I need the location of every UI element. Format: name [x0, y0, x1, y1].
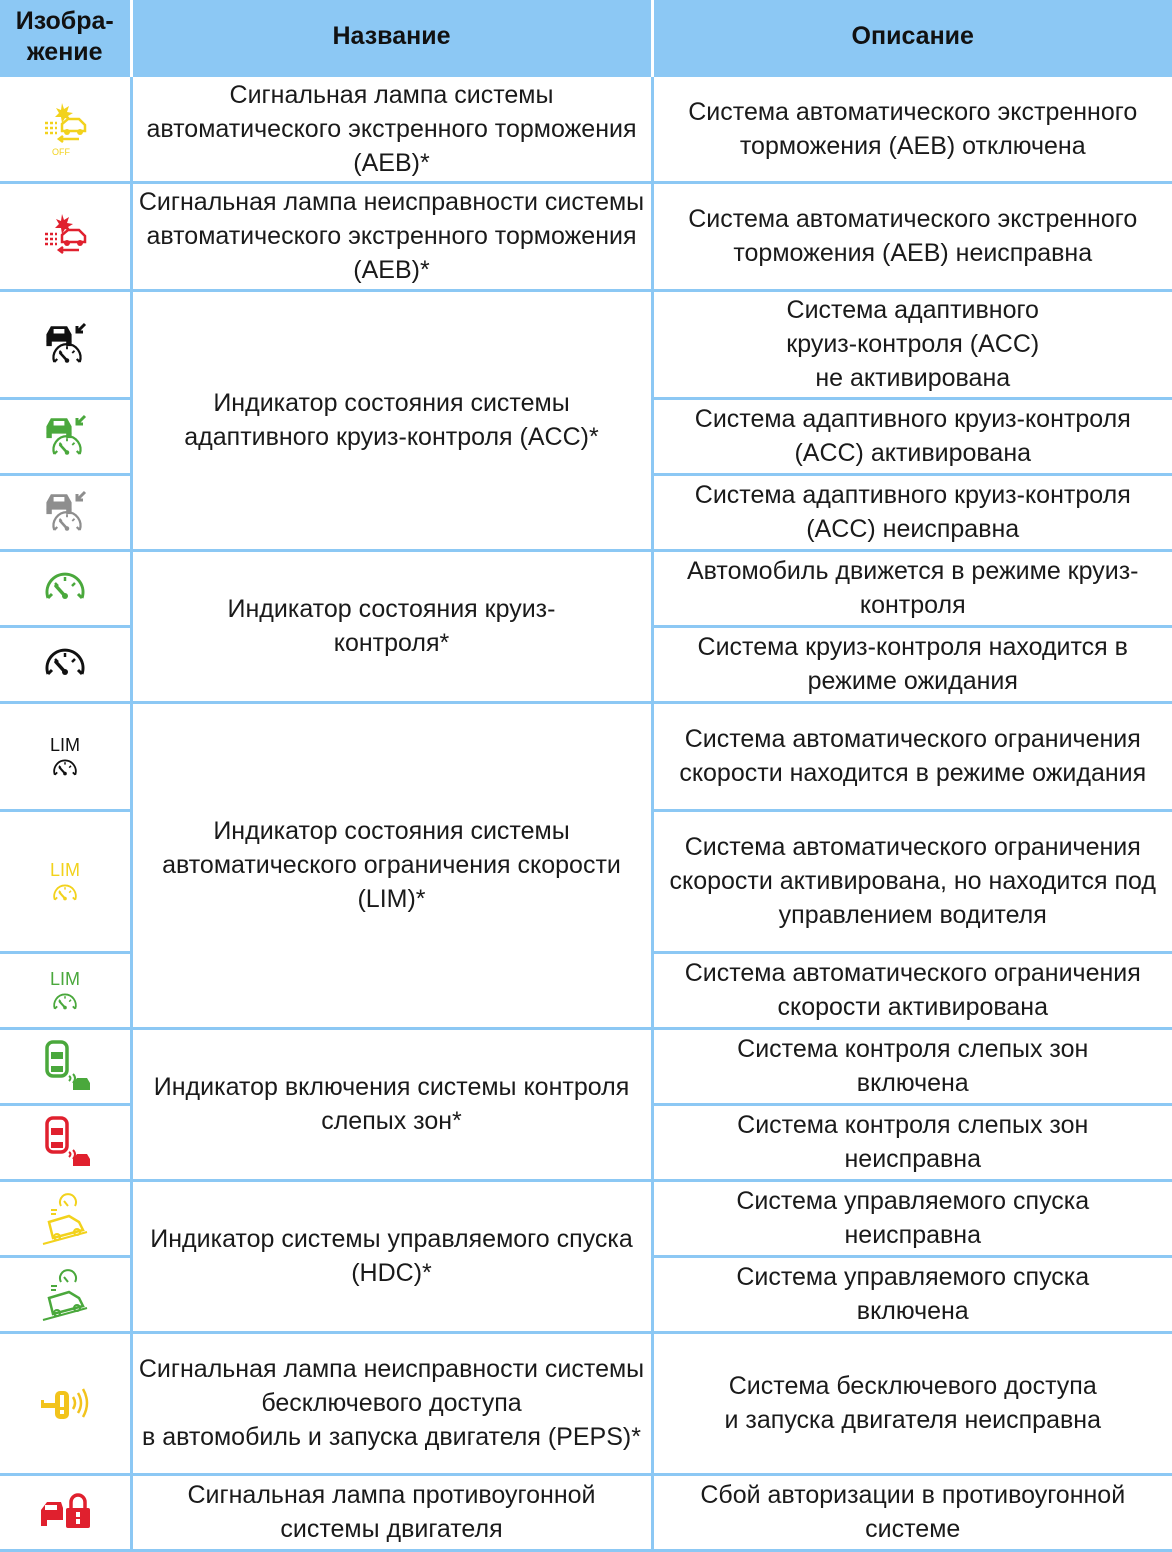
description-cell: Система управляемого спуска включена	[652, 1256, 1172, 1332]
description-cell: Система автоматического ограничения скорости активирована	[652, 952, 1172, 1028]
hdc-yellow-icon	[39, 1190, 91, 1246]
name-cell: Индикатор состояния системы автоматического ограничения скорости (LIM)*	[131, 702, 652, 1028]
header-name: Название	[131, 0, 652, 75]
description-cell: Система автоматического экстренного торможения (AEB) отключена	[652, 75, 1172, 182]
icon-cell	[0, 626, 131, 702]
name-cell: Сигнальная лампа противоугонной системы двигателя	[131, 1474, 652, 1550]
icon-cell	[0, 474, 131, 550]
name-cell: Индикатор состояния системы адаптивного круиз-контроля (ACC)*	[131, 290, 652, 550]
lim-label: LIM	[49, 969, 80, 989]
acc-green-icon	[38, 410, 92, 462]
header-row	[0, 0, 1172, 75]
peps-fault-yellow-icon	[37, 1375, 93, 1431]
header-description: Описание	[652, 0, 1172, 75]
icon-cell	[0, 1332, 131, 1474]
lim-yellow-icon	[40, 857, 90, 905]
description-cell: Система автоматического ограничения скорости активирована, но находится под управлением водителя	[652, 810, 1172, 952]
icon-cell	[0, 75, 131, 182]
table-row	[0, 1474, 1172, 1550]
cruise-black-icon	[40, 640, 90, 688]
table-row	[0, 290, 1172, 398]
acc-black-icon	[38, 318, 92, 370]
icon-cell	[0, 398, 131, 474]
hdc-green-icon	[39, 1266, 91, 1322]
icon-cell	[0, 1474, 131, 1550]
aeb-off-yellow-icon	[40, 99, 90, 159]
description-cell: Система бесключевого доступа и запуска двигателя неисправна	[652, 1332, 1172, 1474]
description-cell: Система круиз-контроля находится в режиме ожидания	[652, 626, 1172, 702]
icon-cell	[0, 182, 131, 290]
description-cell: Система управляемого спуска неисправна	[652, 1180, 1172, 1256]
description-cell: Система контроля слепых зон включена	[652, 1028, 1172, 1104]
description-cell: Сбой авторизации в противоугонной системе	[652, 1474, 1172, 1550]
aeb-fault-red-icon	[40, 211, 90, 261]
description-cell: Система автоматического ограничения скорости находится в режиме ожидания	[652, 702, 1172, 810]
lim-green-icon	[40, 966, 90, 1014]
blind-spot-red-icon	[39, 1114, 91, 1170]
cruise-green-icon	[40, 564, 90, 612]
name-cell: Сигнальная лампа системы автоматического экстренного торможения (AEB)*	[131, 75, 652, 182]
icon-cell	[0, 702, 131, 810]
acc-gray-icon	[38, 486, 92, 538]
description-cell: Система адаптивного круиз-контроля (ACC) неисправна	[652, 474, 1172, 550]
description-cell: Система адаптивного круиз-контроля (ACC) не активирована	[652, 290, 1172, 398]
table-row	[0, 1028, 1172, 1104]
off-label: OFF	[51, 146, 70, 157]
description-cell: Система контроля слепых зон неисправна	[652, 1104, 1172, 1180]
table-row	[0, 550, 1172, 626]
icon-cell	[0, 810, 131, 952]
table-row	[0, 1332, 1172, 1474]
blind-spot-green-icon	[39, 1038, 91, 1094]
icon-cell	[0, 550, 131, 626]
table-row	[0, 1180, 1172, 1256]
table-row	[0, 702, 1172, 810]
description-cell: Система автоматического экстренного торможения (AEB) неисправна	[652, 182, 1172, 290]
header-image: Изобра- жение	[0, 0, 131, 75]
lim-label: LIM	[49, 735, 80, 755]
icon-cell	[0, 1028, 131, 1104]
description-cell: Автомобиль движется в режиме круиз-контроля	[652, 550, 1172, 626]
table-row	[0, 182, 1172, 290]
icon-cell	[0, 1104, 131, 1180]
lim-black-icon	[40, 732, 90, 780]
description-cell: Система адаптивного круиз-контроля (ACC) активирована	[652, 398, 1172, 474]
immobilizer-red-icon	[37, 1486, 93, 1538]
name-cell: Индикатор включения системы контроля слепых зон*	[131, 1028, 652, 1180]
lim-label: LIM	[49, 860, 80, 880]
name-cell: Индикатор системы управляемого спуска (HDC)*	[131, 1180, 652, 1332]
table-row	[0, 75, 1172, 182]
name-cell: Сигнальная лампа неисправности системы бесключевого доступа в автомобиль и запуска двигателя (PEPS)*	[131, 1332, 652, 1474]
icon-cell	[0, 952, 131, 1028]
icon-cell	[0, 1256, 131, 1332]
icon-cell	[0, 1180, 131, 1256]
icon-cell	[0, 290, 131, 398]
name-cell: Сигнальная лампа неисправности системы автоматического экстренного торможения (AEB)*	[131, 182, 652, 290]
name-cell: Индикатор состояния круиз- контроля*	[131, 550, 652, 702]
